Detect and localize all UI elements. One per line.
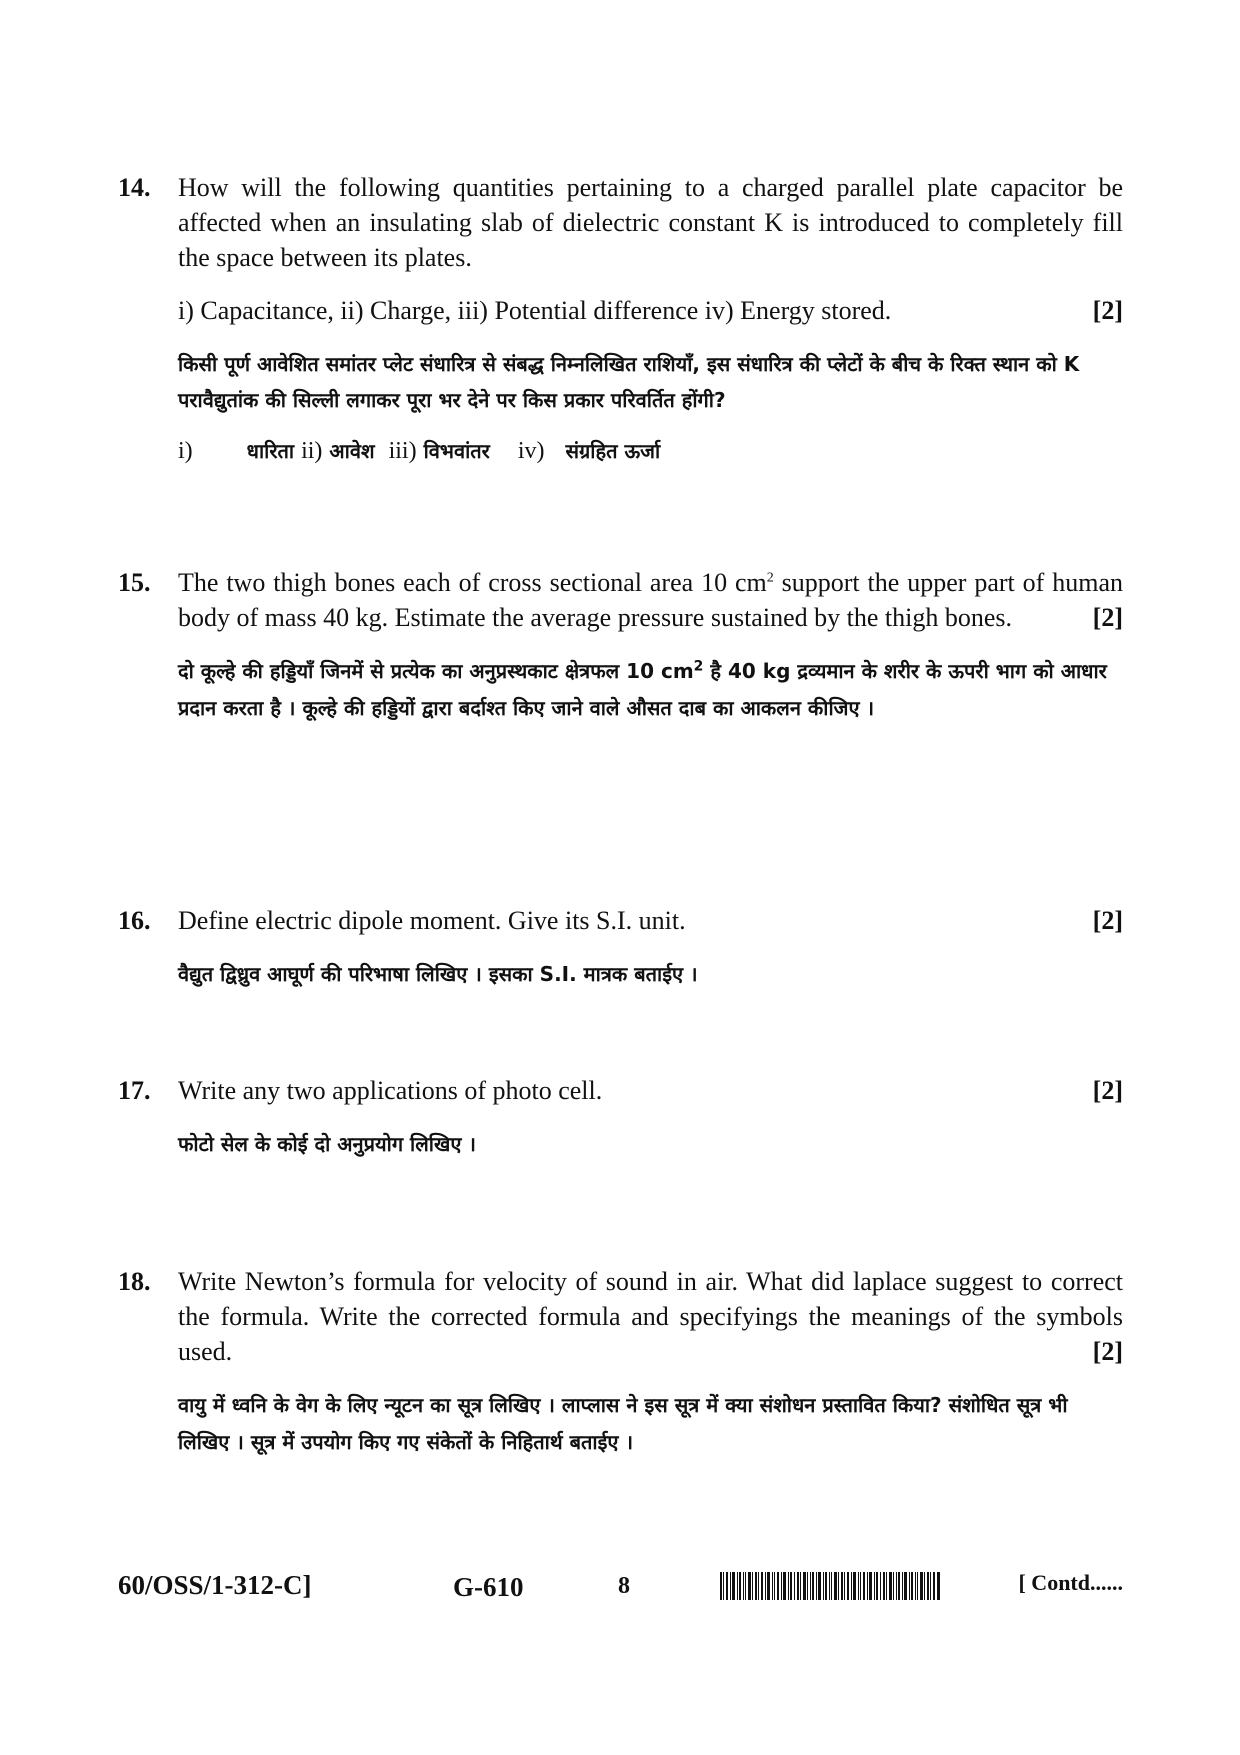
question-number: 15. bbox=[118, 568, 151, 597]
option-iv-text: संग्रहित ऊर्जा bbox=[565, 439, 661, 463]
question-text-hindi: वैद्युत द्विध्रुव आघूर्ण की परिभाषा लिखिए । इसका S.I. मात्रक बताईए । bbox=[178, 962, 698, 986]
option-i-text: धारिता bbox=[246, 439, 295, 463]
question-text-english: How will the following quantities pertaining to a charged parallel plate capacitor be affected when an insulating slab of dielectric constant K is introduced to completely fill the space between its plates. bbox=[178, 173, 1123, 272]
option-iv-label: iv) bbox=[517, 438, 545, 464]
question-text-english: Write any two applications of photo cell. bbox=[178, 1076, 603, 1105]
question-number: 17. bbox=[118, 1076, 151, 1105]
paper-number: G-610 bbox=[453, 1572, 524, 1602]
question-18 bbox=[118, 1264, 1123, 1461]
continued-label: [ Contd...... bbox=[1018, 1570, 1123, 1595]
question-text-hindi: दो कूल्हे की हड्डियाँ जिनमें से प्रत्येक का अनुप्रस्थकाट क्षेत्रफल 10 $cm^2$ है 40 kg द्रव्यमान के शरीर के ऊपरी भाग को आधार प्रदान करता है । कूल्हे की हड्डियों द्वारा बर्दाश्त किए जाने वाले औसत दाब का आकलन कीजिए । bbox=[178, 658, 1107, 720]
question-14 bbox=[118, 170, 1123, 469]
option-ii-text: आवेश bbox=[329, 439, 375, 463]
page-footer bbox=[118, 1570, 1123, 1610]
marks: [2] bbox=[1092, 296, 1123, 325]
question-text-english: Define electric dipole moment. Give its S.I. unit. bbox=[178, 906, 686, 935]
paper-code: 60/OSS/1-312-C] bbox=[118, 1570, 312, 1600]
question-text-hindi: फोटो सेल के कोई दो अनुप्रयोग लिखिए । bbox=[178, 1132, 476, 1156]
marks: [2] bbox=[1092, 1076, 1123, 1105]
question-text-hindi: वायु में ध्वनि के वेग के लिए न्यूटन का सूत्र लिखिए । लाप्लास ने इस सूत्र में क्या संशोधन प्रस्तावित किया? संशोधित सूत्र भी लिखिए । सूत्र में उपयोग किए गए संकेतों के निहितार्थ बताईए । bbox=[178, 1393, 1068, 1454]
question-number: 18. bbox=[118, 1267, 151, 1296]
options-hindi bbox=[178, 434, 1123, 469]
page-number: 8 bbox=[618, 1573, 630, 1599]
barcode-icon bbox=[720, 1572, 940, 1600]
option-ii-label: ii) bbox=[301, 438, 323, 464]
option-iii-text: विभवांतर bbox=[423, 439, 490, 463]
question-15 bbox=[118, 565, 1123, 727]
question-number: 16. bbox=[118, 906, 151, 935]
question-text-english: Write Newton’s formula for velocity of sound in air. What did laplace suggest to correct the formula. Write the corrected formula and specifyings the meanings of the symbols used. [2] bbox=[178, 1264, 1123, 1369]
question-text-english: The two thigh bones each of cross sectional area 10 $cm^2$ support the upper part of human body of mass 40 kg. Estimate the average pressure sustained by the thigh bones. [2] bbox=[178, 565, 1123, 635]
options-english: i) Capacitance, ii) Charge, iii) Potential difference iv) Energy stored. bbox=[178, 296, 892, 325]
option-iii-label: iii) bbox=[388, 438, 417, 464]
marks: [2] bbox=[1092, 1337, 1123, 1366]
option-i-label: i) bbox=[178, 438, 193, 464]
question-text-hindi: किसी पूर्ण आवेशित समांतर प्लेट संधारित्र से संबद्ध निम्नलिखित राशियाँ, इस संधारित्र की प्लेटों के बीच के रिक्त स्थान को K परावैद्युतांक की सिल्ली लगाकर पूरा भर देने पर किस प्रकार परिवर्तित होंगी? bbox=[178, 352, 1080, 412]
marks: [2] bbox=[1092, 603, 1123, 632]
question-16 bbox=[118, 903, 1123, 992]
question-number: 14. bbox=[118, 173, 151, 202]
question-17 bbox=[118, 1073, 1123, 1162]
marks: [2] bbox=[1092, 906, 1123, 935]
